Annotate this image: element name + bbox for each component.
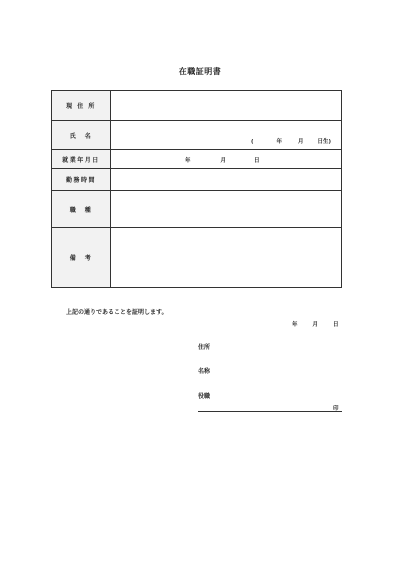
birth-day-label: 日生) <box>317 139 332 145</box>
issue-date <box>292 320 339 328</box>
hire-month-label: 月 <box>220 158 227 164</box>
hire-year-label: 年 <box>185 158 191 164</box>
issue-year-label: 年 <box>292 322 298 328</box>
table-row-remarks <box>52 228 342 288</box>
birth-open-paren: ( <box>251 139 254 145</box>
signature-line[interactable] <box>198 411 342 412</box>
table-row-address <box>52 91 342 121</box>
table-row-working-hours <box>52 169 342 191</box>
document-title: 在職証明書 <box>178 67 222 76</box>
issue-day-label: 日 <box>333 322 339 328</box>
working-hours-label: 勤務時間 <box>52 169 111 191</box>
employment-form-table <box>51 90 342 288</box>
birth-date-note <box>251 137 331 145</box>
birth-month-label: 月 <box>298 139 304 145</box>
hire-date-label: 就業年月日 <box>52 150 111 169</box>
issuer-address-label: 住所 <box>198 344 211 351</box>
job-type-label: 職 種 <box>52 191 111 228</box>
issuer-name-label: 名称 <box>198 368 211 375</box>
address-field[interactable] <box>111 91 342 121</box>
seal-mark: 印 <box>333 406 339 412</box>
remarks-label: 備 考 <box>52 228 111 288</box>
hire-date-units <box>185 156 260 164</box>
working-hours-field[interactable] <box>111 169 342 191</box>
remarks-field[interactable] <box>111 228 342 288</box>
issue-month-label: 月 <box>312 322 319 328</box>
certification-statement: 上記の通りであることを証明します。 <box>66 309 168 316</box>
name-label: 氏 名 <box>52 121 111 150</box>
address-label: 現 住 所 <box>52 91 111 121</box>
table-row-job-type <box>52 191 342 228</box>
hire-day-label: 日 <box>254 158 260 164</box>
table-row-hire-date <box>52 150 342 169</box>
job-type-field[interactable] <box>111 191 342 228</box>
hire-date-field[interactable] <box>111 150 342 169</box>
birth-year-label: 年 <box>276 139 283 145</box>
name-field[interactable] <box>111 121 342 150</box>
table-row-name <box>52 121 342 150</box>
issuer-representative-label: 役職 <box>198 393 211 400</box>
